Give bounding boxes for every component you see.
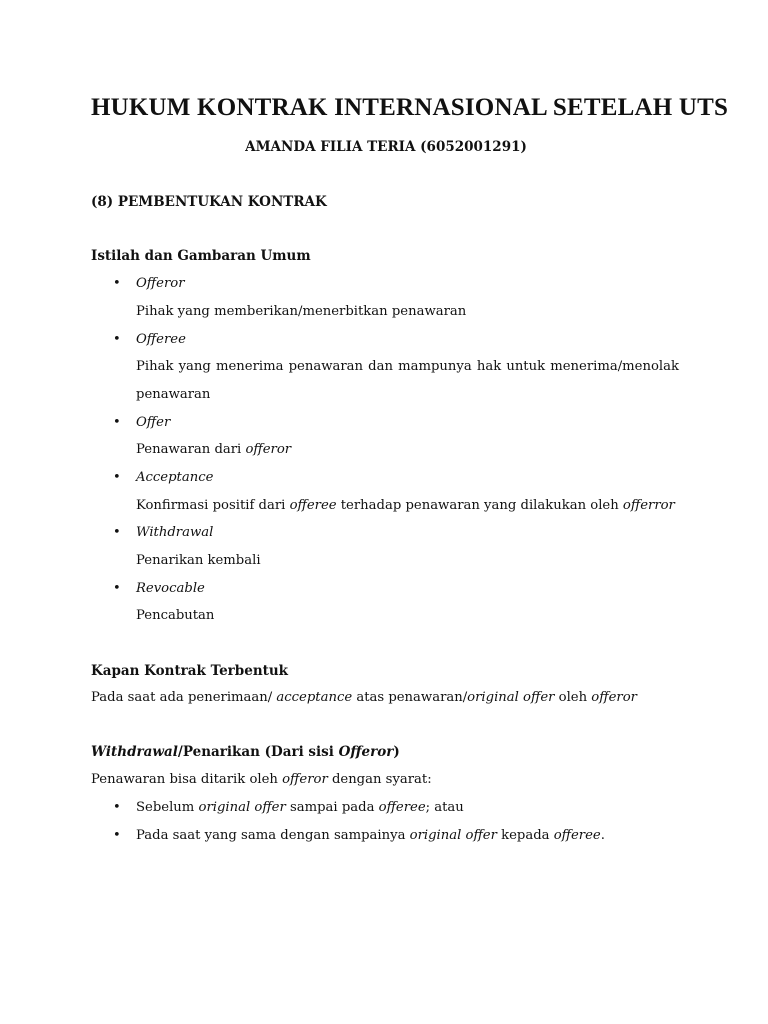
bullet-marker: • — [113, 525, 121, 540]
syarat-item: Pada saat yang sama dengan sampainya original offer kepada offeree. — [136, 828, 605, 843]
bullet-marker: • — [113, 800, 121, 815]
bullet-marker: • — [113, 276, 121, 291]
document-title: HUKUM KONTRAK INTERNASIONAL SETELAH UTS — [91, 94, 729, 121]
bullet-marker: • — [113, 332, 121, 347]
term-withdrawal-definition: Penarikan kembali — [136, 553, 261, 568]
term-revocable: Revocable — [136, 581, 205, 596]
term-offeree: Offeree — [136, 332, 186, 347]
term-acceptance: Acceptance — [136, 470, 214, 485]
term-offeree-definition-line1: Pihak yang menerima penawaran dan mampunya hak untuk menerima/menolak — [136, 359, 679, 374]
term-offer: Offer — [136, 415, 171, 430]
term-acceptance-definition: Konfirmasi positif dari offeree terhadap penawaran yang dilakukan oleh offerror — [136, 498, 675, 513]
term-offeror: Offeror — [136, 276, 185, 291]
bullet-marker: • — [113, 828, 121, 843]
term-withdrawal: Withdrawal — [136, 525, 214, 540]
section-heading-withdrawal: Withdrawal/Penarikan (Dari sisi Offeror) — [91, 744, 400, 760]
term-revocable-definition: Pencabutan — [136, 608, 215, 623]
term-offeree-definition-line2: penawaran — [136, 387, 211, 402]
bullet-marker: • — [113, 581, 121, 596]
syarat-item: Sebelum original offer sampai pada offeree; atau — [136, 800, 464, 815]
bullet-marker: • — [113, 415, 121, 430]
kapan-paragraph: Pada saat ada penerimaan/ acceptance atas penawaran/original offer oleh offeror — [91, 690, 637, 705]
term-offeror-definition: Pihak yang memberikan/menerbitkan penawaran — [136, 304, 467, 319]
term-offer-definition: Penawaran dari offeror — [136, 442, 292, 457]
section-heading-pembentukan: (8) PEMBENTUKAN KONTRAK — [91, 194, 327, 210]
syarat-intro: Penawaran bisa ditarik oleh offeror dengan syarat: — [91, 772, 432, 787]
author-line: AMANDA FILIA TERIA (6052001291) — [245, 139, 527, 155]
section-heading-istilah: Istilah dan Gambaran Umum — [91, 248, 311, 264]
section-heading-kapan: Kapan Kontrak Terbentuk — [91, 663, 289, 679]
bullet-marker: • — [113, 470, 121, 485]
